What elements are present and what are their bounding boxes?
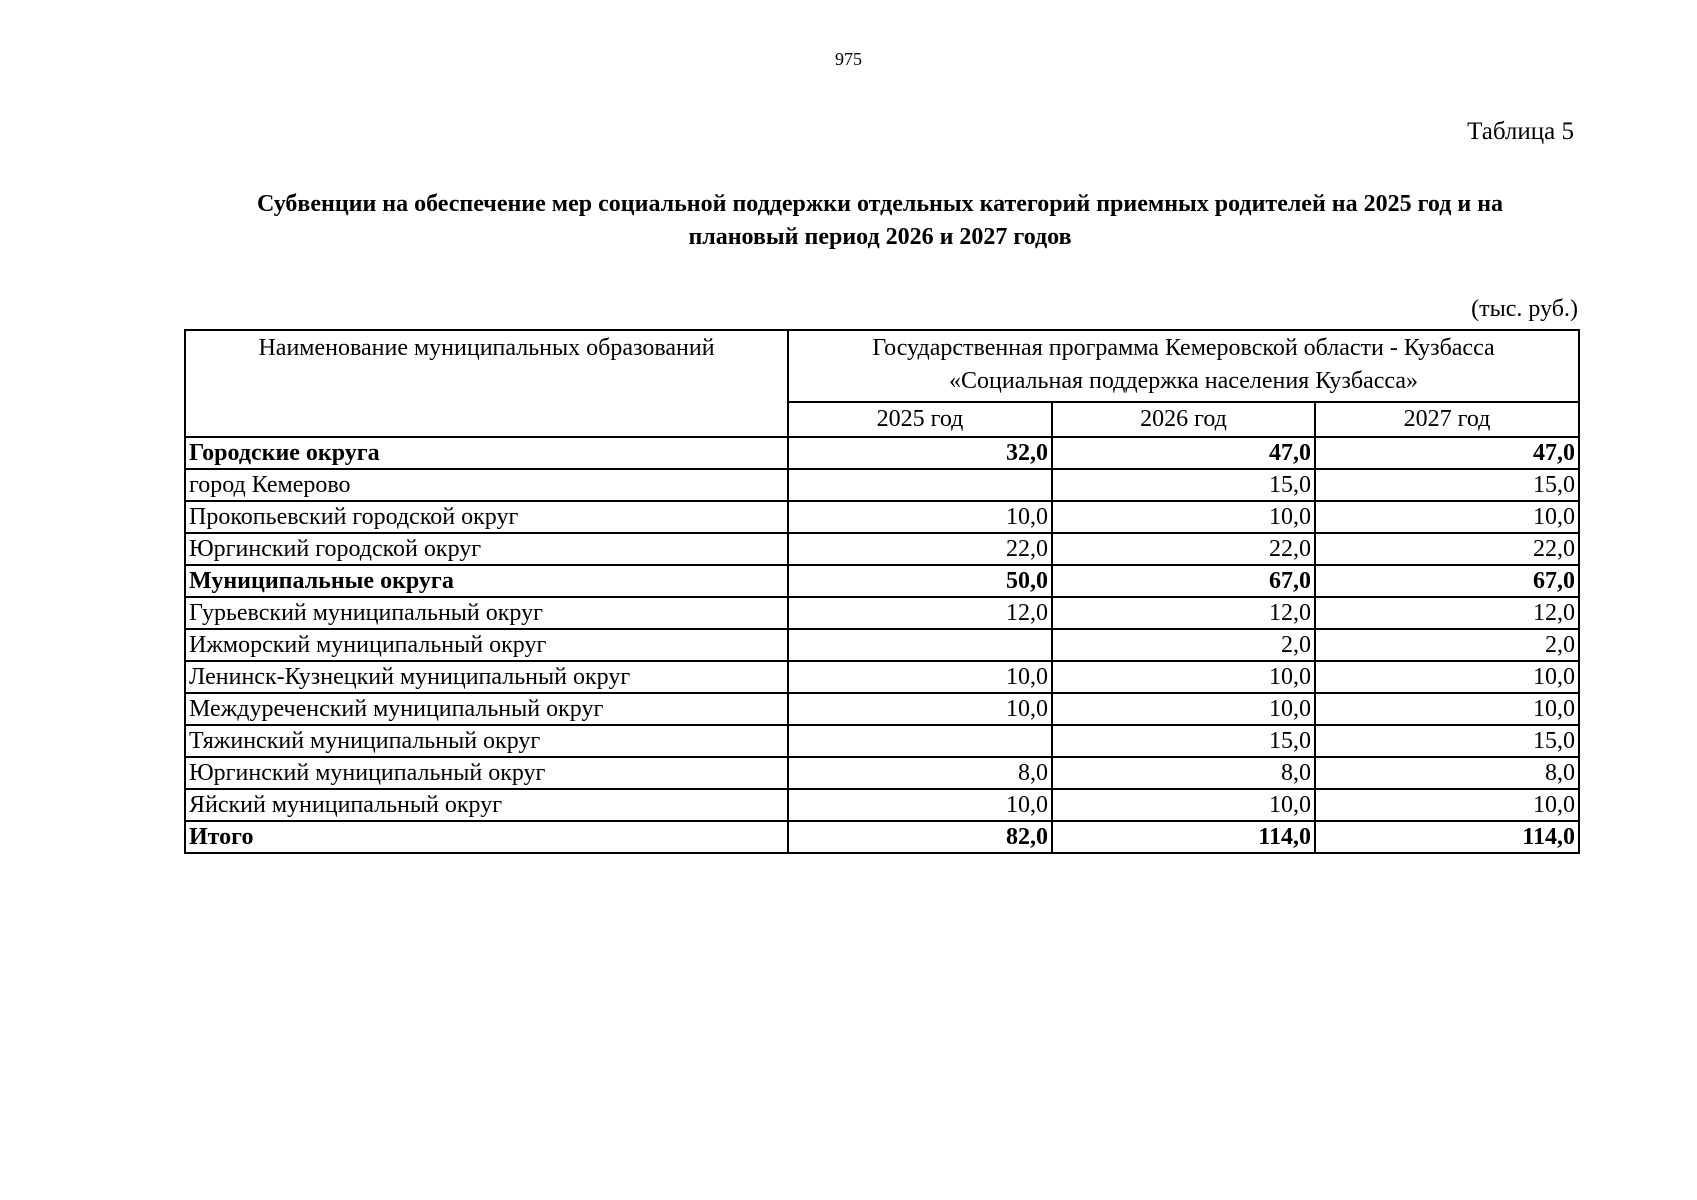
municipality-name-cell: Ижморский муниципальный округ [185,629,788,661]
table-row [185,757,1579,789]
municipality-name-cell: Междуреченский муниципальный округ [185,693,788,725]
value-2025-cell [788,469,1052,501]
document-title-line-2: плановый период 2026 и 2027 годов [688,224,1072,250]
table-row [185,597,1579,629]
value-2026-cell: 47,0 [1052,437,1315,469]
value-2025-cell: 10,0 [788,789,1052,821]
value-2027-cell: 47,0 [1315,437,1579,469]
value-2027-cell: 15,0 [1315,725,1579,757]
value-2025-cell: 32,0 [788,437,1052,469]
value-2025-cell: 8,0 [788,757,1052,789]
value-2027-cell: 67,0 [1315,565,1579,597]
value-2025-cell [788,725,1052,757]
value-2025-cell: 82,0 [788,821,1052,853]
municipality-name-cell: город Кемерово [185,469,788,501]
value-2027-cell: 12,0 [1315,597,1579,629]
program-header-line-2: «Социальная поддержка населения Кузбасса» [949,368,1419,394]
value-2026-cell: 15,0 [1052,725,1315,757]
municipality-name-cell: Городские округа [185,437,788,469]
table-body [185,437,1579,853]
year-2027-header: 2027 год [1315,402,1579,437]
table-header-row-1 [185,330,1579,402]
value-2026-cell: 2,0 [1052,629,1315,661]
table-subtotal-row [185,437,1579,469]
municipality-name-cell: Яйский муниципальный округ [185,789,788,821]
value-2026-cell: 8,0 [1052,757,1315,789]
program-header-line-1: Государственная программа Кемеровской области - Кузбасса [872,335,1495,361]
value-2025-cell: 10,0 [788,693,1052,725]
value-2027-cell: 10,0 [1315,661,1579,693]
value-2026-cell: 10,0 [1052,789,1315,821]
table-row [185,661,1579,693]
value-2027-cell: 10,0 [1315,693,1579,725]
municipality-name-cell: Муниципальные округа [185,565,788,597]
value-2027-cell: 22,0 [1315,533,1579,565]
value-2026-cell: 10,0 [1052,501,1315,533]
municipality-name-cell: Юргинский муниципальный округ [185,757,788,789]
value-2026-cell: 22,0 [1052,533,1315,565]
value-2025-cell [788,629,1052,661]
table-row [185,469,1579,501]
municipality-name-cell: Тяжинский муниципальный округ [185,725,788,757]
value-2026-cell: 10,0 [1052,693,1315,725]
municipality-name-cell: Ленинск-Кузнецкий муниципальный округ [185,661,788,693]
table-row [185,629,1579,661]
value-2027-cell: 15,0 [1315,469,1579,501]
document-title [180,188,1580,254]
value-2027-cell: 10,0 [1315,789,1579,821]
value-2027-cell: 10,0 [1315,501,1579,533]
year-2025-header: 2025 год [788,402,1052,437]
municipality-name-cell: Гурьевский муниципальный округ [185,597,788,629]
table-subtotal-row [185,565,1579,597]
value-2026-cell: 114,0 [1052,821,1315,853]
municipality-name-cell: Итого [185,821,788,853]
value-2025-cell: 22,0 [788,533,1052,565]
value-2027-cell: 2,0 [1315,629,1579,661]
value-2026-cell: 12,0 [1052,597,1315,629]
value-2025-cell: 50,0 [788,565,1052,597]
value-2026-cell: 10,0 [1052,661,1315,693]
subventions-table [184,329,1580,854]
municipality-name-cell: Юргинский городской округ [185,533,788,565]
page-number: 975 [835,49,862,69]
table-label: Таблица 5 [1467,118,1574,145]
table-subtotal-row [185,821,1579,853]
value-2026-cell: 67,0 [1052,565,1315,597]
value-2027-cell: 114,0 [1315,821,1579,853]
value-2025-cell: 10,0 [788,501,1052,533]
value-2026-cell: 15,0 [1052,469,1315,501]
table-row [185,725,1579,757]
program-header [788,330,1579,402]
table-row [185,533,1579,565]
document-title-line-1: Субвенции на обеспечение мер социальной поддержки отдельных категорий приемных родителей на 2025 год и на [256,191,1504,217]
value-2025-cell: 10,0 [788,661,1052,693]
table-row [185,501,1579,533]
value-2027-cell: 8,0 [1315,757,1579,789]
year-2026-header: 2026 год [1052,402,1315,437]
table-row [185,693,1579,725]
units-note: (тыс. руб.) [1471,296,1578,322]
municipality-name-cell: Прокопьевский городской округ [185,501,788,533]
value-2025-cell: 12,0 [788,597,1052,629]
municipality-name-header: Наименование муниципальных образований [185,330,788,437]
table-header [185,330,1579,437]
table-row [185,789,1579,821]
